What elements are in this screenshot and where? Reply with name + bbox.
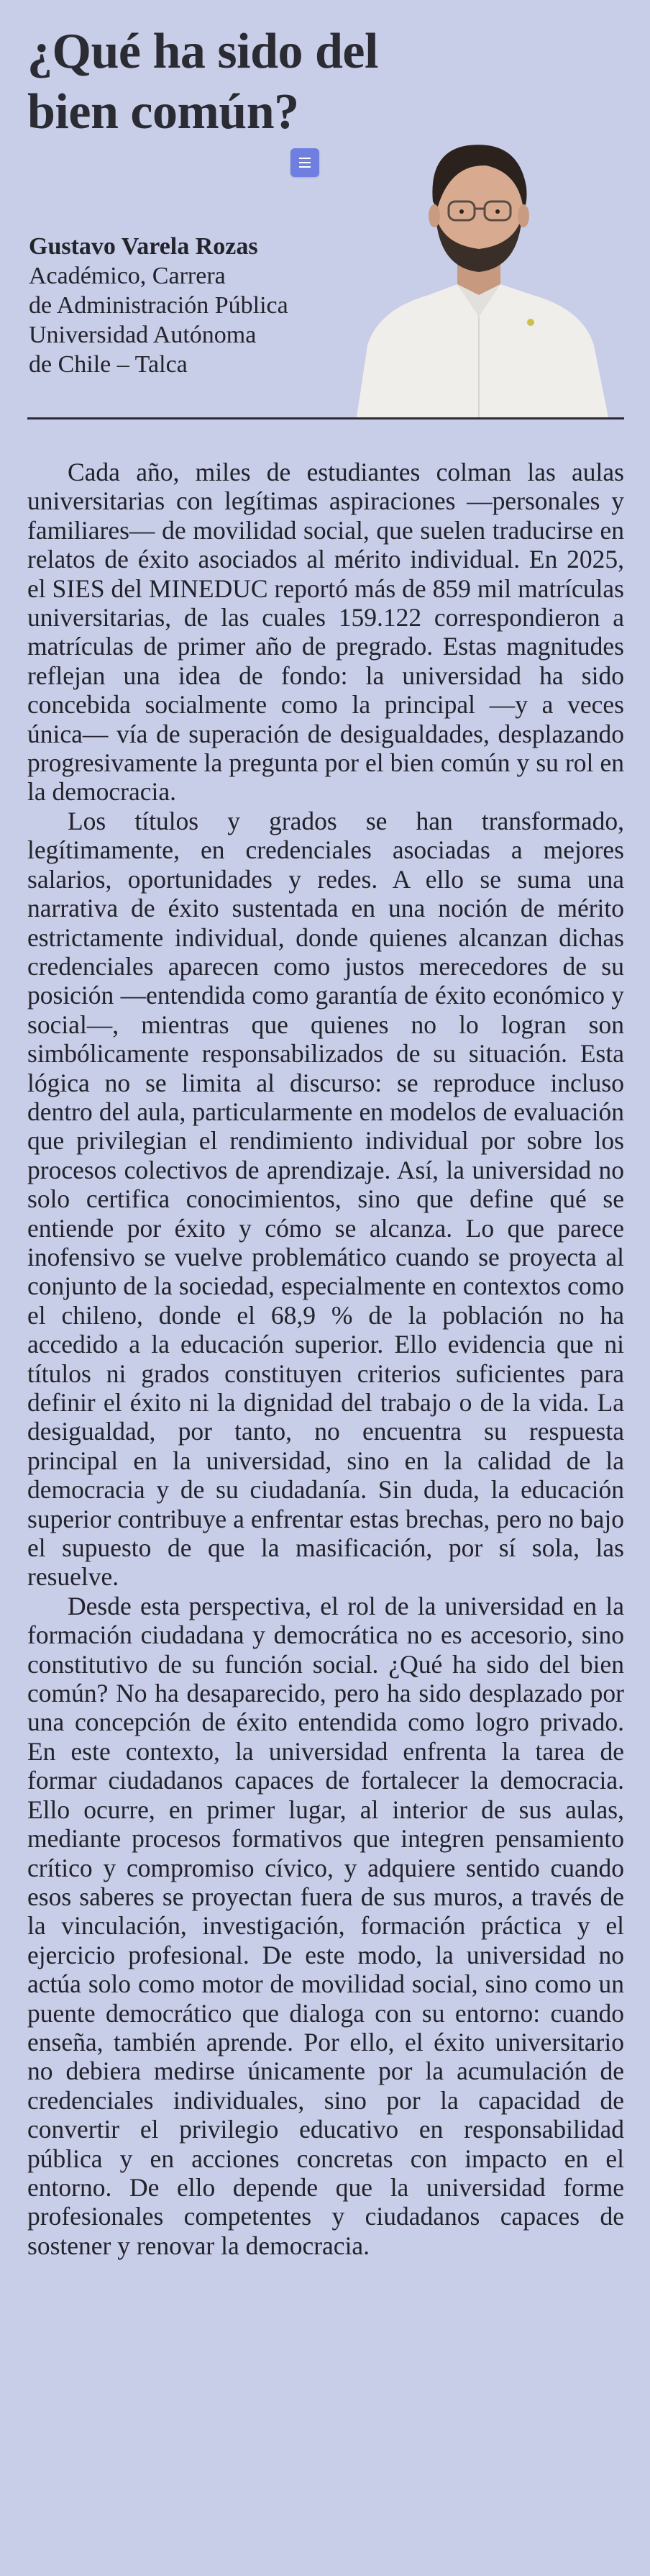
menu-lines-icon bbox=[299, 156, 311, 169]
author-info bbox=[29, 232, 331, 379]
author-name: Gustavo Varela Rozas bbox=[29, 233, 258, 260]
article-menu-icon[interactable] bbox=[290, 148, 319, 177]
article-paragraph-2: Los títulos y grados se han transformado, legítimamente, en credenciales asociadas a mejores salarios, oportunidades y redes. A ello se suma una narrativa de éxito sustentada en una noción de mérito estrictamente individual, donde quienes alcanzan dichas credenciales aparecen como justos merecedores de su posición —entendida como garantía de éxito económico y social—, mientras que quienes no lo logran son simbólicamente responsabilizados de su situación. Esta lógica no se limita al discurso: se reproduce incluso dentro del aula, particularmente en modelos de evaluación que privilegian el rendimiento individual por sobre los procesos colectivos de aprendizaje. Así, la universidad no solo certifica conocimientos, sino que define qué se entiende por éxito y cómo se alcanza. Lo que parece inofensivo se vuelve problemático cuando se proyecta al conjunto de la sociedad, especialmente en contextos como el chileno, donde el 68,9 % de la población no ha accedido a la educación superior. Ello evidencia que ni títulos ni grados constituyen criterios suficientes para definir el éxito ni la dignidad del trabajo o de la vida. La desigualdad, por tanto, no encuentra su respuesta principal en la universidad, sino en la calidad de la democracia y de su ciudadanía. Sin duda, la educación superior contribuye a enfrentar estas brechas, pero no bajo el supuesto de que la masificación, por sí sola, las resuelve. bbox=[27, 806, 624, 1592]
header-divider bbox=[27, 417, 624, 419]
article-paragraph-3: Desde esta perspectiva, el rol de la universidad en la formación ciudadana y democrática no es accesorio, sino constitutivo de su función social. ¿Qué ha sido del bien común? No ha desaparecido, pero ha sido desplazado por una concepción de éxito entendida como logro privado. En este contexto, la universidad enfrenta la tarea de formar ciudadanos capaces de fortalecer la democracia. Ello ocurre, en primer lugar, al interior de sus aulas, mediante procesos formativos que integren pensamiento crítico y compromiso cívico, y adquiere sentido cuando esos saberes se proyectan fuera de sus muros, a través de la vinculación, investigación, formación práctica y el ejercicio profesional. De este modo, la universidad no actúa solo como motor de movilidad social, sino como un puente democrático que dialoga con su entorno: cuando enseña, también aprende. Por ello, el éxito universitario no debiera medirse únicamente por la acumulación de credenciales individuales, sino por la capacidad de convertir el privilegio educativo en responsabilidad pública y en acciones concretas con impacto en el entorno. De ello depende que la universidad forme profesionales competentes y ciudadanos capaces de sostener y renovar la democracia. bbox=[27, 1591, 624, 2260]
article-title: ¿Qué ha sido del bien común? bbox=[27, 24, 378, 140]
article-paragraph-1: Cada año, miles de estudiantes colman las aulas universitarias con legítimas aspiraciones —personales y familiares— de movilidad social, que suelen traducirse en relatos de éxito asociados al mérito individual. En 2025, el SIES del MINEDUC reportó más de 859 mil matrículas universitarias, de las cuales 159.122 correspondieron a matrículas de primer año de pregrado. Estas magnitudes reflejan una idea de fondo: la universidad ha sido concebida socialmente como la principal —y a veces única— vía de superación de desigualdades, desplazando progresivamente la pregunta por el bien común y su rol en la democracia. bbox=[27, 458, 624, 807]
article-body bbox=[27, 458, 624, 2260]
author-affiliation: Académico, Carrera de Administración Pública Universidad Autónoma de Chile – Talca bbox=[29, 263, 288, 378]
author-photo bbox=[342, 79, 615, 417]
